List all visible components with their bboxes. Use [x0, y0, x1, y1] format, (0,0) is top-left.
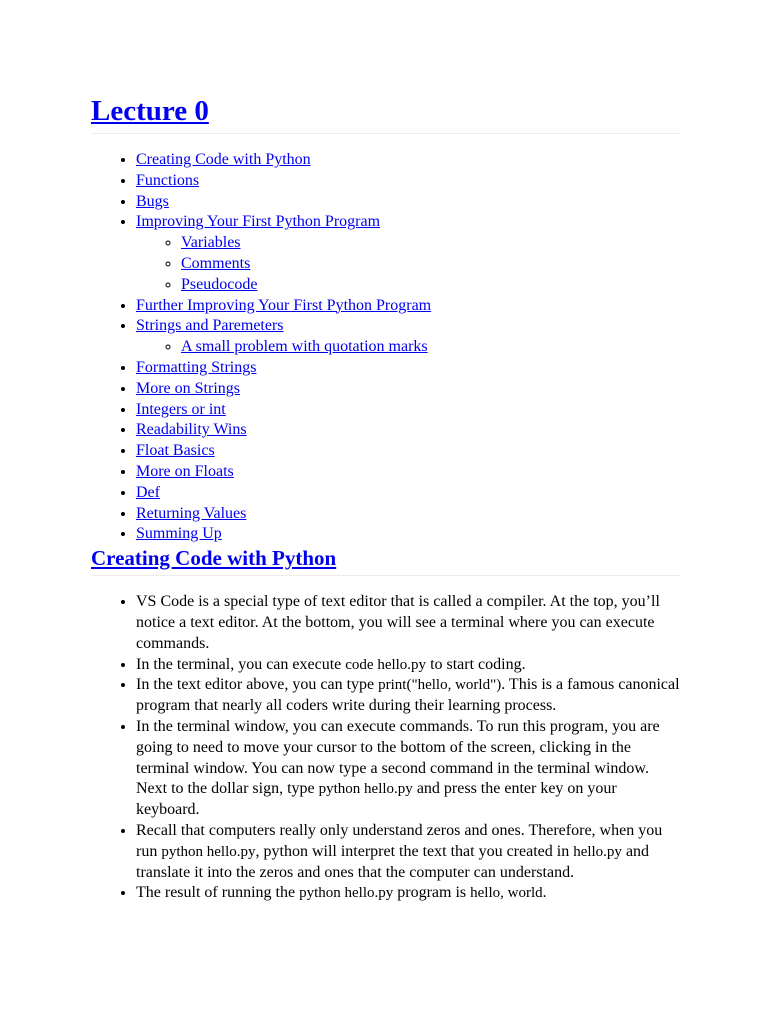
toc-subitem	[181, 275, 681, 296]
toc-item	[136, 462, 681, 483]
bullet-text: and translate it into the zeros and ones that the computer can understand.	[136, 842, 650, 881]
toc-item	[136, 171, 681, 192]
toc-subitem	[181, 233, 681, 254]
inline-code: print("hello, world")	[378, 677, 502, 694]
bullet-text: The result of running the	[136, 884, 300, 902]
bullet-text: and press the enter key on your keyboard.	[136, 780, 617, 819]
toc-link-strings-parameters[interactable]: Strings and Paremeters	[136, 317, 284, 335]
toc-link-bugs[interactable]: Bugs	[136, 192, 169, 210]
toc-link-more-floats[interactable]: More on Floats	[136, 462, 234, 480]
toc-item	[136, 358, 681, 379]
bullet-text: In the terminal, you can execute	[136, 655, 346, 673]
inline-code: python hello.py	[161, 843, 256, 860]
toc-item	[136, 420, 681, 441]
toc-item	[136, 316, 681, 358]
page-title	[91, 93, 681, 134]
toc-item	[136, 296, 681, 317]
toc-item	[136, 212, 681, 295]
toc-link-def[interactable]: Def	[136, 483, 160, 501]
toc-item	[136, 400, 681, 421]
inline-code: python hello.py	[299, 885, 394, 902]
bullet-text: to start coding.	[426, 655, 526, 673]
bullet-text: .	[542, 884, 547, 902]
toc-link-comments[interactable]: Comments	[181, 254, 251, 272]
toc-link-improving[interactable]: Improving Your First Python Program	[136, 213, 381, 231]
toc-link-creating-code[interactable]: Creating Code with Python	[136, 151, 311, 168]
inline-code: hello.py	[573, 843, 622, 860]
toc-link-returning-values[interactable]: Returning Values	[136, 504, 247, 522]
bullet-paragraph	[136, 821, 681, 883]
toc-item	[136, 483, 681, 504]
toc-item	[136, 192, 681, 213]
section-heading	[91, 545, 681, 576]
toc-link-integers[interactable]: Integers or int	[136, 400, 226, 418]
bullet-text: , python will interpret the text that you created in	[255, 842, 574, 860]
bullet-text: In the text editor above, you can type	[136, 676, 379, 694]
document-page	[91, 93, 681, 904]
toc-sublist	[136, 233, 681, 295]
toc-subitem	[181, 337, 681, 358]
toc-item	[136, 524, 681, 545]
table-of-contents	[91, 150, 681, 545]
toc-item	[136, 150, 681, 171]
page-title-link[interactable]: Lecture 0	[91, 95, 209, 127]
bullet-paragraph	[136, 655, 681, 676]
bullet-text: In the terminal window, you can execute commands. To run this program, you are going to need to move your cursor to the bottom of the screen, clicking in the terminal window. You can now type a second command in the terminal window. Next to the dollar sign, type	[136, 717, 660, 798]
bullet-text: Recall that computers really only understand zeros and ones. Therefore, when you run	[136, 821, 663, 860]
toc-item	[136, 379, 681, 400]
toc-item	[136, 441, 681, 462]
bullet-paragraph	[136, 675, 681, 717]
toc-subitem	[181, 254, 681, 275]
toc-link-functions[interactable]: Functions	[136, 171, 200, 189]
toc-link-formatting-strings[interactable]: Formatting Strings	[136, 358, 257, 376]
bullet-text: program is	[393, 884, 471, 902]
inline-code: code hello.py	[345, 656, 427, 673]
inline-code: python hello.py	[318, 781, 413, 798]
toc-link-summing-up[interactable]: Summing Up	[136, 525, 222, 543]
section-heading-link[interactable]: Creating Code with Python	[91, 546, 337, 571]
toc-link-float-basics[interactable]: Float Basics	[136, 442, 215, 460]
toc-link-more-strings[interactable]: More on Strings	[136, 379, 240, 397]
toc-link-variables[interactable]: Variables	[181, 234, 241, 252]
toc-link-quotation-marks[interactable]: A small problem with quotation marks	[181, 338, 428, 356]
toc-link-pseudocode[interactable]: Pseudocode	[181, 275, 258, 293]
toc-link-further-improving[interactable]: Further Improving Your First Python Program	[136, 296, 432, 314]
bullet-paragraph	[136, 717, 681, 821]
bullet-paragraph	[136, 883, 681, 904]
bullet-text: VS Code is a special type of text editor that is called a compiler. At the top, you’ll notice a text editor. At the bottom, you will see a terminal where you can execute commands.	[136, 593, 660, 652]
inline-code: hello, world	[470, 885, 543, 902]
toc-sublist	[136, 337, 681, 358]
section-bullets	[91, 592, 681, 904]
bullet-paragraph	[136, 592, 681, 654]
toc-item	[136, 504, 681, 525]
toc-link-readability[interactable]: Readability Wins	[136, 421, 247, 439]
bullet-text: . This is a famous canonical program that nearly all coders write during their learning process.	[136, 676, 680, 715]
